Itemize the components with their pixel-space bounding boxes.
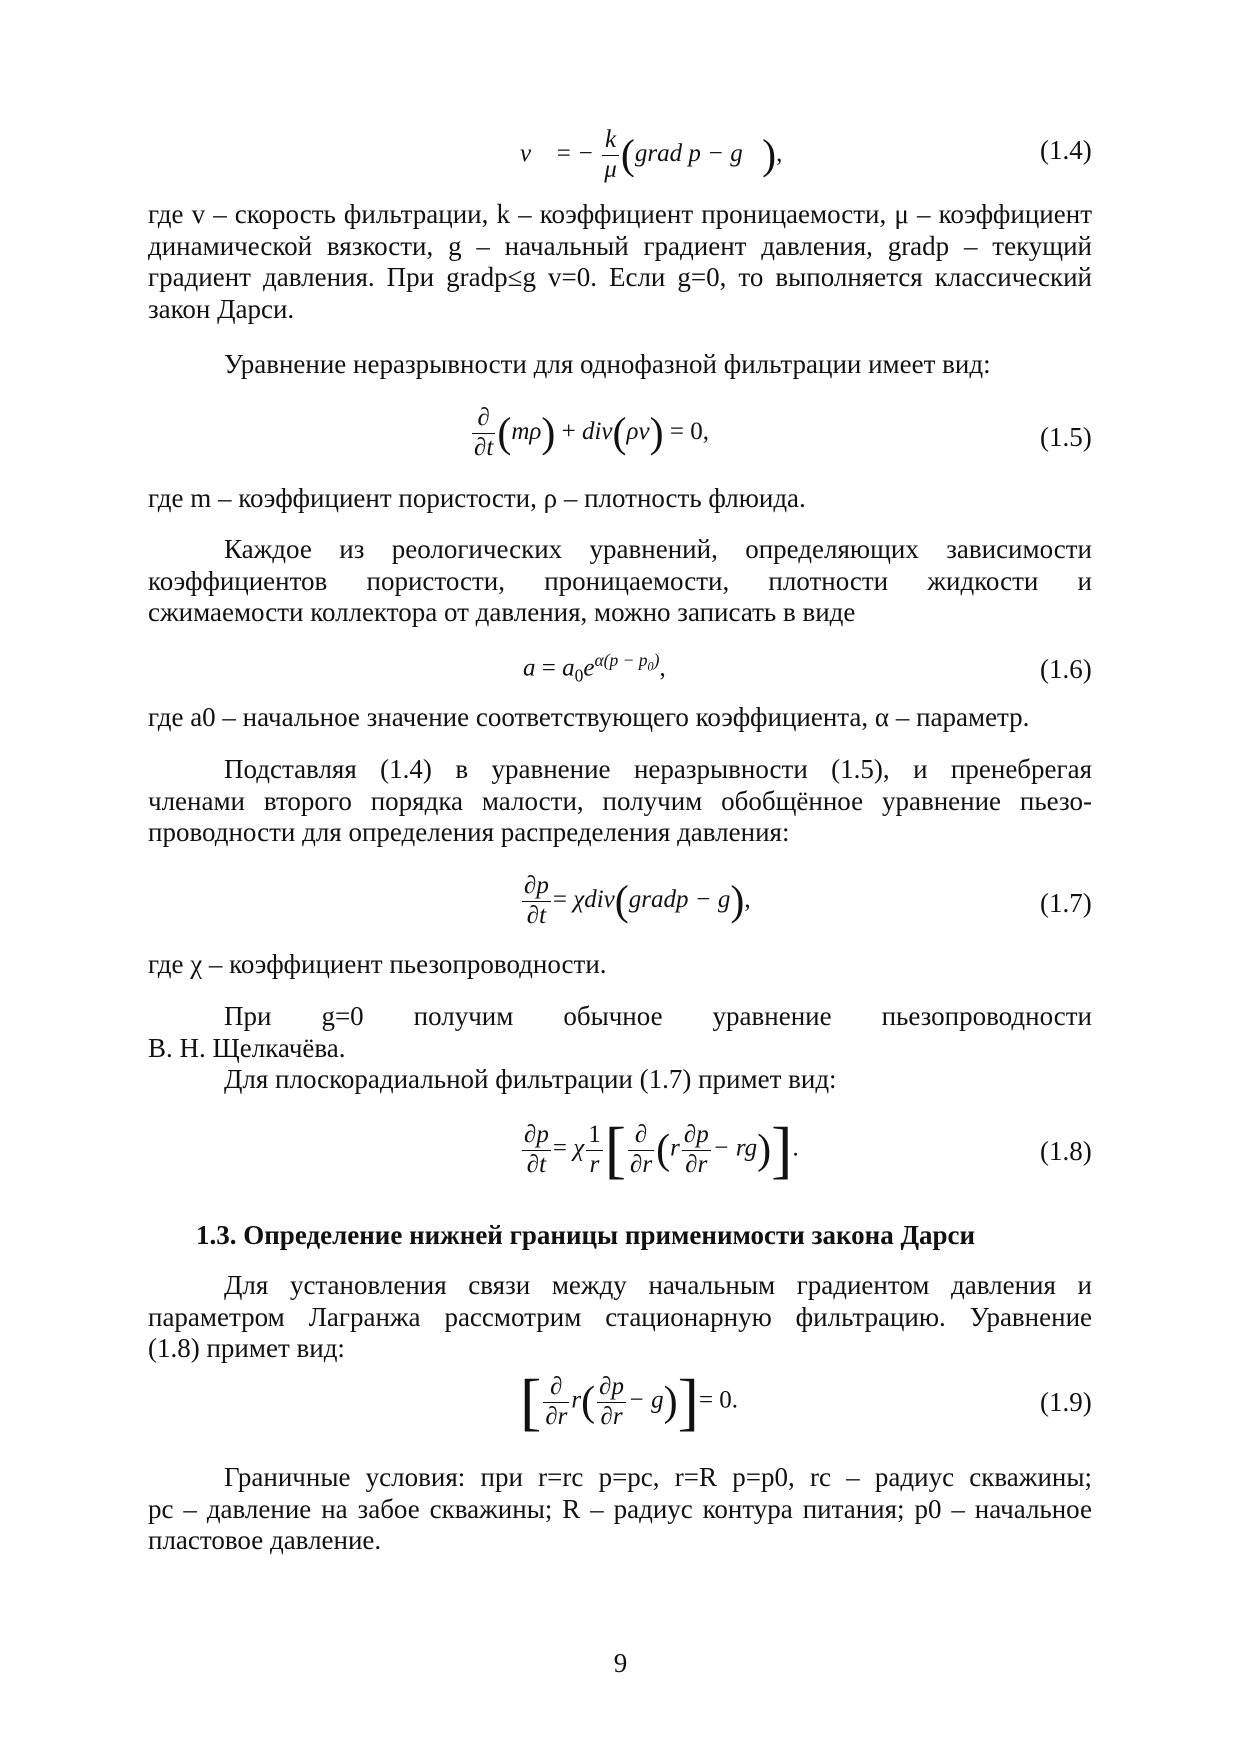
text-line: где m – коэффициент пористости, ρ – плотность флюида. xyxy=(148,483,806,513)
text-line: членами второго порядка малости, получим обобщённое уравнение пьезо- xyxy=(148,785,1092,816)
paragraph-substitution xyxy=(148,754,1092,849)
text-line: Для установления связи между начальным градиентом давления и xyxy=(224,1270,1092,1300)
text-line: pc – давление на забое скважины; R – радиус контура питания; p0 – начальное xyxy=(148,1493,1092,1524)
equation-number: (1.7) xyxy=(1040,888,1092,918)
equation-number: (1.6) xyxy=(1040,654,1092,684)
equation-1-7: $\frac{\partial p}{\partial t}$ = χdiv(gradp − g), xyxy=(524,872,751,929)
paragraph-boundary-conditions xyxy=(148,1462,1092,1557)
text-line: динамической вязкости, g – начальный градиент давления, gradp – текущий xyxy=(148,230,1092,261)
text-line: Каждое из реологических уравнений, определяющих зависимости xyxy=(224,534,1092,564)
equation-number: (1.9) xyxy=(1040,1387,1092,1417)
paragraph-darcy-definitions xyxy=(148,199,1092,325)
paragraph-porosity-density xyxy=(148,483,1092,515)
text-line: При g=0 получим обычное уравнение пьезопроводности xyxy=(224,1001,1092,1031)
equation-number: (1.5) xyxy=(1040,422,1092,452)
equation-1-6: $a = a_0e^{\alpha(p - p_0)}$, xyxy=(523,650,666,686)
text-line: Граничные условия: при r=rc p=pc, r=R p=p0, rc – радиус скважины; xyxy=(224,1462,1092,1492)
equation-number: (1.4) xyxy=(1040,135,1092,165)
text-line: сжимаемости коллектора от давления, можно записать в виде xyxy=(148,597,856,627)
paragraph-rheological xyxy=(148,534,1092,629)
paragraph-shchelkachev xyxy=(148,1001,1092,1096)
text-line: Для плоскорадиальной фильтрации (1.7) примет вид: xyxy=(224,1064,837,1094)
equation-1-8: $\frac{\partial p}{\partial t}$ = χ $\frac{1}{r}$ [ $\frac{\partial}{\partial r}$ (r $\frac{\partial p}{\partial r}$ − rg)]. xyxy=(524,1114,799,1185)
text-line: Подставляя (1.4) в уравнение неразрывности (1.5), и пренебрегая xyxy=(224,754,1092,784)
text-line: где χ – коэффициент пьезопроводности. xyxy=(148,949,607,979)
text-line: проводности для определения распределения давления: xyxy=(148,817,790,847)
text-line: В. Н. Щелкачёва. xyxy=(148,1032,346,1063)
equation-1-9: [ $\frac{\partial}{\partial r}$ r( $\frac{\partial p}{\partial r}$ − g)]= 0. xyxy=(520,1366,739,1437)
text-line: коэффициентов пористости, проницаемости, плотности жидкости и xyxy=(148,565,1092,596)
text-line: закон Дарси. xyxy=(148,293,295,324)
paragraph-continuity-intro xyxy=(148,349,1092,381)
paragraph-initial-value xyxy=(148,702,1092,734)
paragraph-lagrange xyxy=(148,1270,1092,1365)
equation-1-5: $\frac{\partial}{\partial t}$ (mρ) + div(ρv) = 0, xyxy=(474,404,709,461)
text-line: пластовое давление. xyxy=(148,1525,382,1555)
section-heading: 1.3. Определение нижней границы применимости закона Дарси xyxy=(196,1220,976,1250)
paragraph-piezo-coefficient xyxy=(148,949,1092,981)
equation-number: (1.8) xyxy=(1040,1136,1092,1166)
text-line: Уравнение неразрывности для однофазной фильтрации имеет вид: xyxy=(224,349,991,379)
page-number: 9 xyxy=(613,1648,628,1678)
text-line: где a0 – начальное значение соответствующего коэффициента, α – параметр. xyxy=(148,702,1030,732)
text-line: где v – скорость фильтрации, k – коэффициент проницаемости, μ – коэффициент xyxy=(148,199,1092,229)
equation-1-4: v⃗ = − $\frac{k}{\mu}$ (grad p − g⃗), xyxy=(520,126,783,183)
text-line: (1.8) примет вид: xyxy=(148,1333,345,1363)
text-line: параметром Лагранжа рассмотрим стационарную фильтрацию. Уравнение xyxy=(148,1301,1092,1332)
text-line: градиент давления. При gradp≤g v=0. Если g=0, то выполняется классический xyxy=(148,262,1092,292)
